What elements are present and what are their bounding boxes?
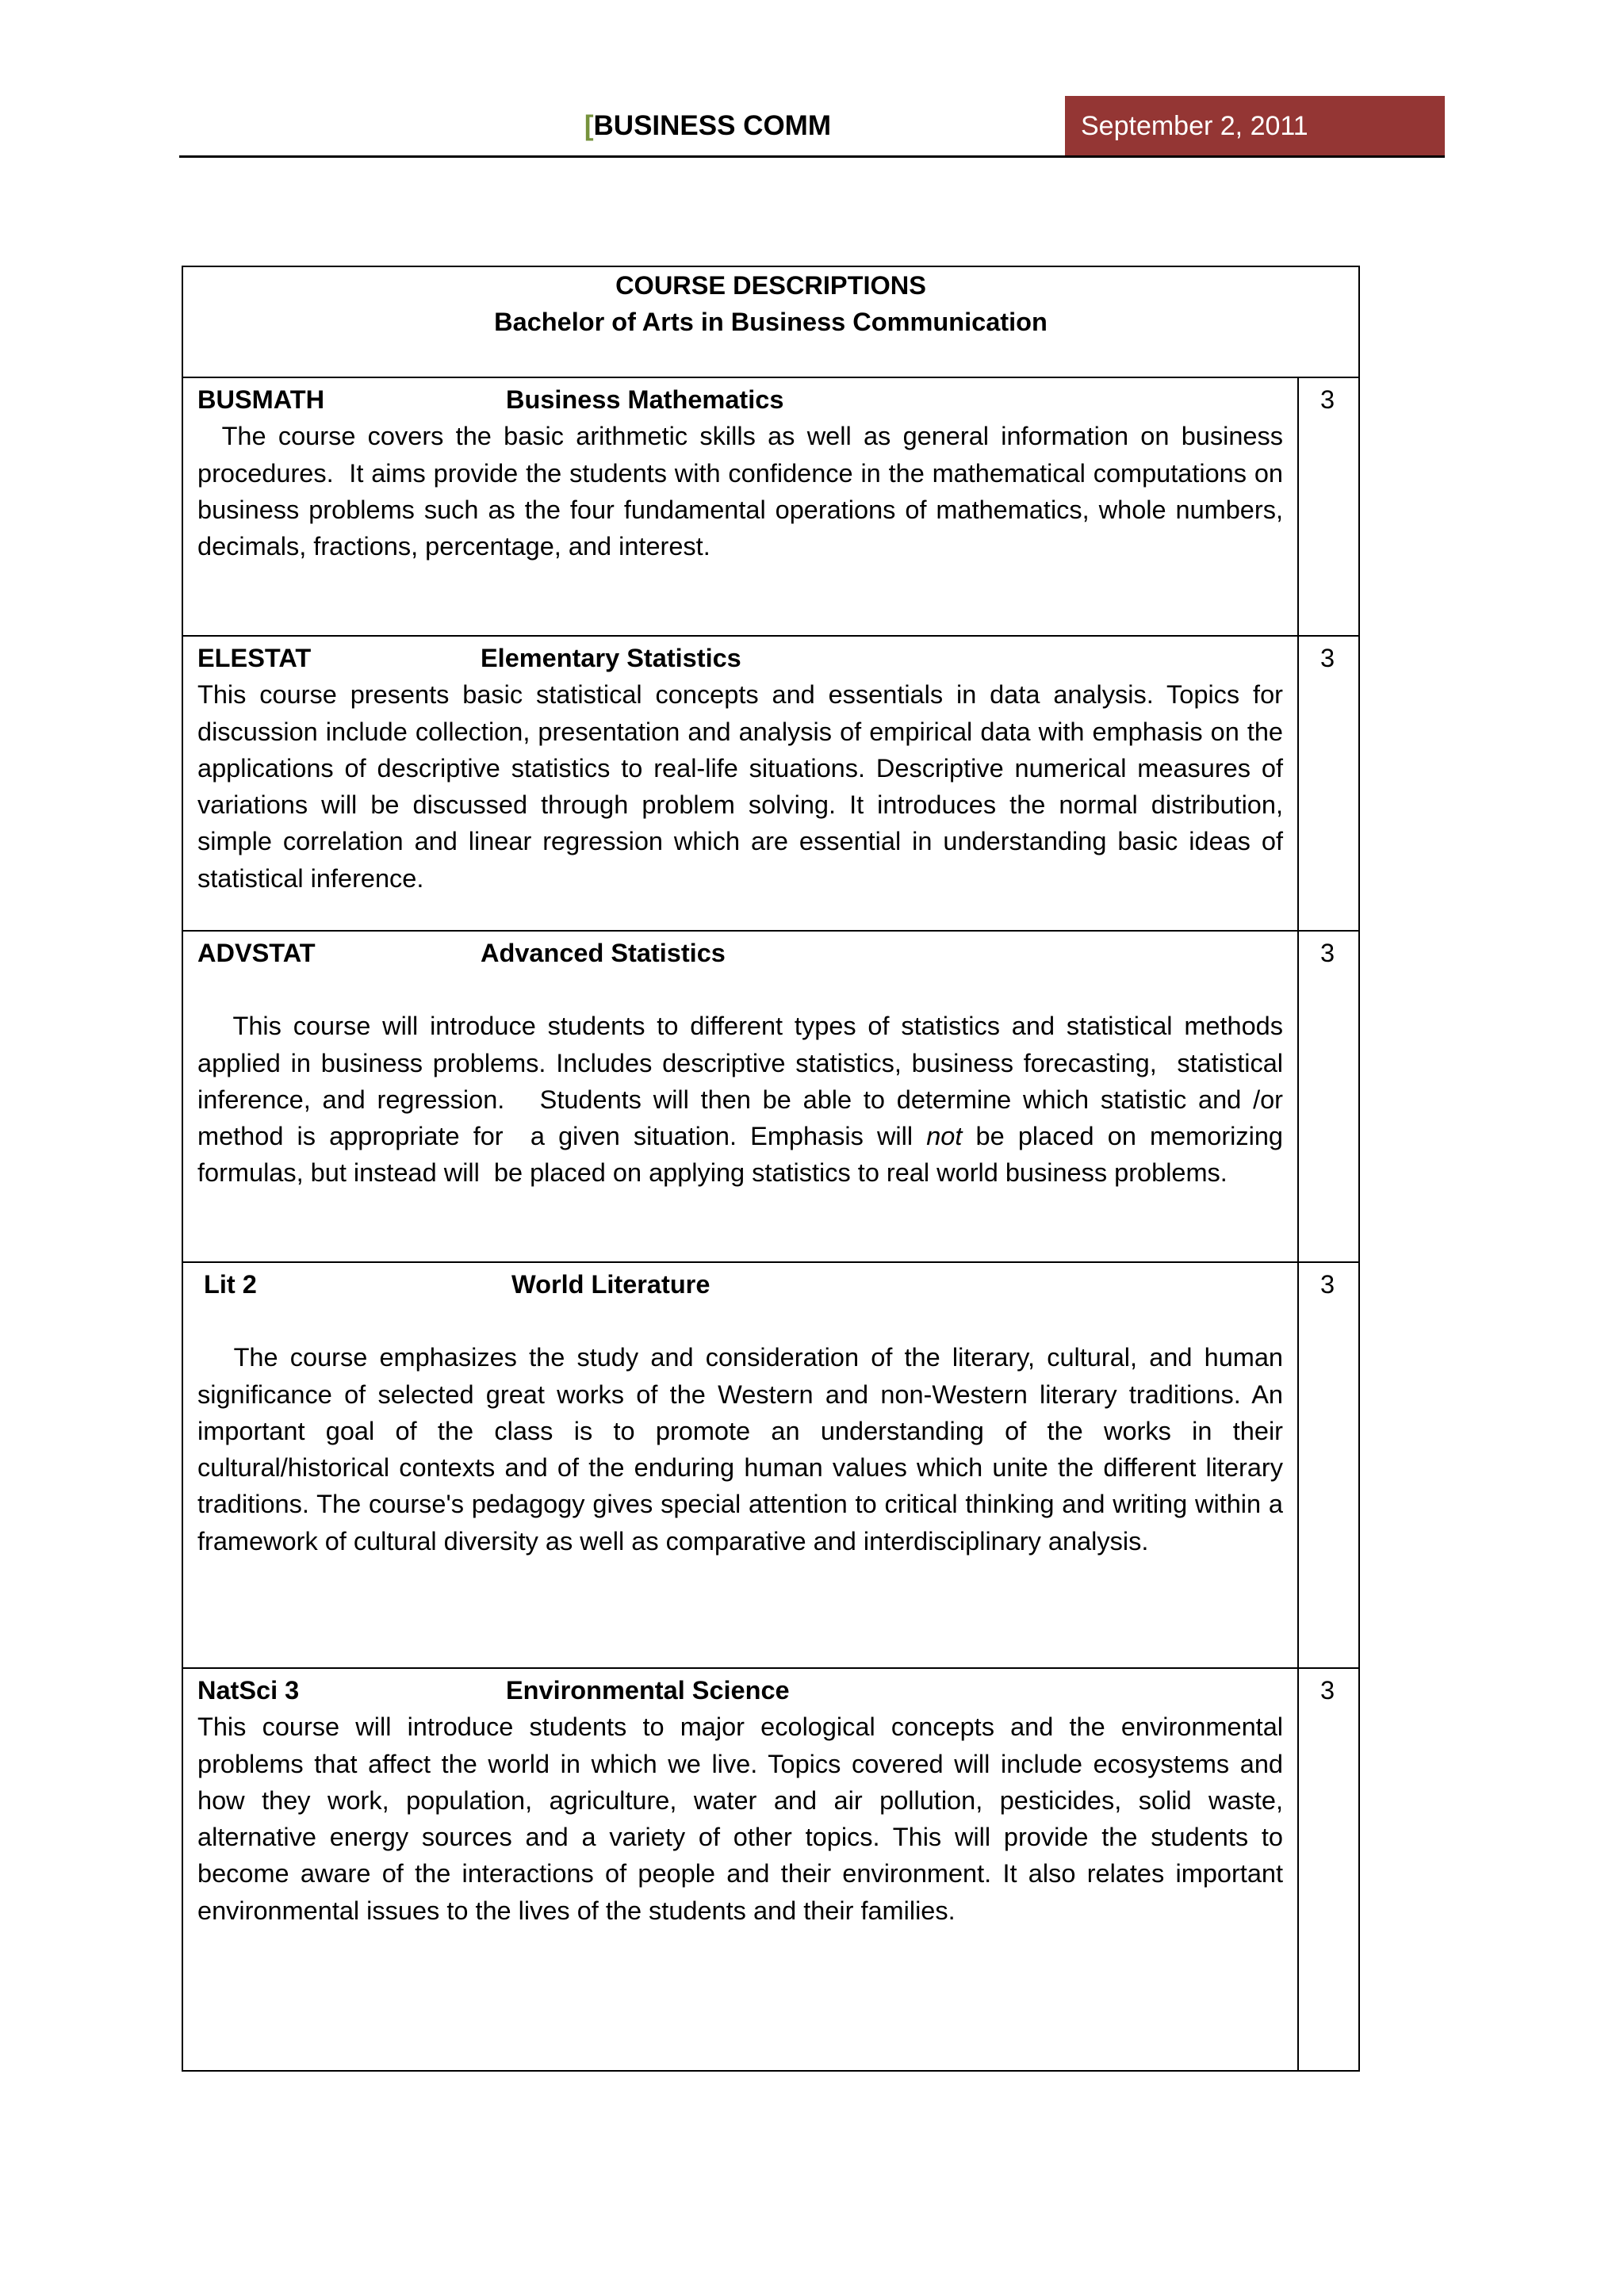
course-descriptions-table <box>182 266 1360 2072</box>
course-code: BUSMATH <box>197 385 325 414</box>
course-credits: 3 <box>1298 1668 1359 2071</box>
course-description: This course presents basic statistical concepts and essentials in data analysis. Topics for discussion include collection, presentation and analysis of empirical data with emphasis on the applications of descriptive statistics to real-life situations. Descriptive numerical measures of variations will be discussed through problem solving. It introduces the normal distribution, simple correlation and linear regression which are essential in understanding basic ideas of statistical inference. <box>197 680 1283 893</box>
spacer <box>197 971 1283 1008</box>
course-row <box>182 636 1359 931</box>
course-credits: 3 <box>1298 377 1359 636</box>
course-description-cell <box>182 377 1298 636</box>
course-description-cell <box>182 636 1298 931</box>
course-description-text: be placed on memorizing formulas, but instead will be placed on applying statistics to real world business problems. <box>197 1122 1291 1188</box>
header-title <box>584 106 831 146</box>
table-heading-cell <box>182 266 1359 377</box>
course-code: NatSci 3 <box>197 1676 300 1705</box>
course-title: Elementary Statistics <box>481 644 741 672</box>
header-date: September 2, 2011 <box>1081 110 1308 141</box>
course-title: World Literature <box>511 1270 710 1299</box>
course-heading <box>197 381 1283 418</box>
spacer <box>197 1303 1283 1339</box>
course-code: Lit 2 <box>204 1270 257 1299</box>
course-credits: 3 <box>1298 636 1359 931</box>
course-code: ELESTAT <box>197 644 312 672</box>
course-heading <box>197 640 1283 676</box>
course-description: The course emphasizes the study and consideration of the literary, cultural, and human significance of selected great works of the Western and non-Western literary traditions. An important goal of the class is to promote an understanding of the works in their cultural/historical contexts and of the enduring human values which unite the different literary traditions. The course's pedagogy gives special attention to critical thinking and writing within a framework of cultural diversity as well as comparative and interdisciplinary analysis. <box>197 1343 1291 1556</box>
course-row <box>182 377 1359 636</box>
course-credits: 3 <box>1298 931 1359 1262</box>
course-description: This course will introduce students to major ecological concepts and the environmental problems that affect the world in which we live. Topics covered will include ecosystems and how they work, population, agriculture, water and air pollution, pesticides, solid waste, alternative energy sources and a variety of other topics. This will provide the students to become aware of the interactions of people and their environment. It also relates important environmental issues to the lives of the students and their families. <box>197 1712 1283 1925</box>
course-title: Business Mathematics <box>506 385 784 414</box>
course-credits: 3 <box>1298 1262 1359 1668</box>
header-rule <box>179 155 1445 158</box>
course-row <box>182 1668 1359 2071</box>
table-heading: COURSE DESCRIPTIONS <box>615 271 926 300</box>
course-title: Environmental Science <box>506 1676 790 1705</box>
table-subheading: Bachelor of Arts in Business Communication <box>494 308 1048 336</box>
table-heading-row <box>182 266 1359 377</box>
course-heading <box>197 1266 1283 1303</box>
header-bracket: [ <box>584 110 594 141</box>
course-description-cell <box>182 1262 1298 1668</box>
header-title-text: BUSINESS COMM <box>593 110 831 141</box>
course-description-cell <box>182 931 1298 1262</box>
course-title: Advanced Statistics <box>481 939 726 967</box>
course-row <box>182 1262 1359 1668</box>
course-row <box>182 931 1359 1262</box>
course-description-text: This course will introduce students to different types of statistics and statistical methods applied in business problems. Includes descriptive statistics, business forecasting, statistical inference, and regression. Students will then be able to determine which statistic and /or method is appropriate for a given situation. Emphasis will <box>197 1012 1291 1151</box>
header-date-box <box>1065 96 1445 156</box>
course-description-cell <box>182 1668 1298 2071</box>
course-description-emphasis: not <box>926 1122 963 1151</box>
course-description: The course covers the basic arithmetic skills as well as general information on business procedures. It aims provide the students with confidence in the mathematical computations on business problems such as the four fundamental operations of mathematics, whole numbers, decimals, fractions, percentage, and interest. <box>197 422 1291 561</box>
course-code: ADVSTAT <box>197 939 316 967</box>
course-heading <box>197 935 1283 971</box>
course-heading <box>197 1672 1283 1709</box>
course-description <box>197 1008 1291 1191</box>
